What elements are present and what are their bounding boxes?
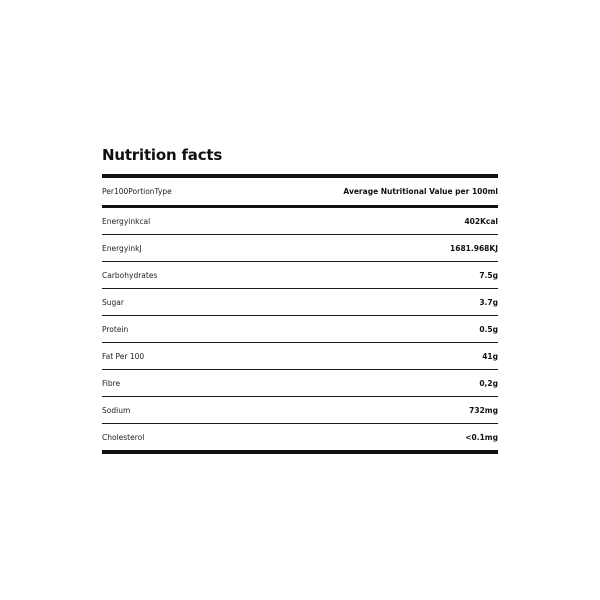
row-value: 402Kcal <box>464 216 498 226</box>
row-value: 41g <box>482 351 498 361</box>
row-value: 732mg <box>469 405 498 415</box>
nutrition-facts-panel <box>102 140 498 454</box>
table-header-row <box>102 178 498 208</box>
row-label: Protein <box>102 324 129 334</box>
row-label: Fat Per 100 <box>102 351 145 361</box>
table-row-sodium <box>102 397 498 424</box>
table-row-energy-kcal <box>102 208 498 235</box>
row-value: <0.1mg <box>465 432 498 442</box>
header-label: Per100PortionType <box>102 187 172 196</box>
row-label: Cholesterol <box>102 432 145 442</box>
row-label: Sodium <box>102 405 131 415</box>
row-value: 0.5g <box>479 324 498 334</box>
nutrition-title: Nutrition facts <box>102 146 223 164</box>
table-row-protein <box>102 316 498 343</box>
table-row-fat <box>102 343 498 370</box>
row-label: Fibre <box>102 378 121 388</box>
row-label: Energyinkcal <box>102 216 151 226</box>
table-row-sugar <box>102 289 498 316</box>
header-value: Average Nutritional Value per 100ml <box>343 187 498 196</box>
row-label: EnergyinkJ <box>102 243 142 253</box>
nutrition-table <box>102 178 498 454</box>
table-row-cholesterol <box>102 424 498 454</box>
row-value: 3.7g <box>479 297 498 307</box>
table-row-energy-kj <box>102 235 498 262</box>
row-label: Carbohydrates <box>102 270 158 280</box>
table-row-fibre <box>102 370 498 397</box>
row-label: Sugar <box>102 297 124 307</box>
row-value: 7.5g <box>479 270 498 280</box>
table-row-carbohydrates <box>102 262 498 289</box>
row-value: 0,2g <box>479 378 498 388</box>
row-value: 1681.968KJ <box>450 243 498 253</box>
